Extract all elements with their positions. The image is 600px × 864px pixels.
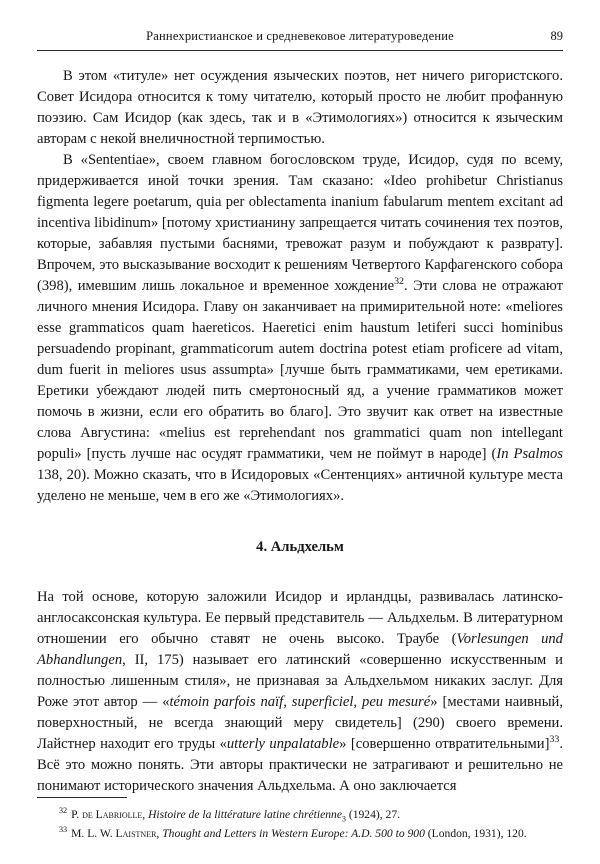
footnote-marker: 32 — [59, 806, 68, 816]
footnote-marker: 33 — [59, 824, 68, 834]
paragraph: В этом «титуле» нет осуждения языческих поэтов, нет ничего ригористского. Совет Исидора относится к тому читателю, который просто не любит профанную поэзию. Сам Исидор (как здесь, так и в «Этимологиях») относится к языческим авторам с некой внеличностной терпимостью. — [37, 68, 563, 147]
page-number: 89 — [550, 29, 563, 43]
paragraph: На той основе, которую заложили Исидор и ирландцы, развивалась латинско-англосаксонская культура. Ее первый представитель — Альдхельм. В литературном отношении его обычно ставят не очень высоко. Траубе (Vorlesungen und Abhandlungen, II, 175) называет его латинский «совершенно искусственным и полностью лишенным стиля», не признавая за Альдхельмом никаких заслуг. Для Роже этот автор — «témoin parfois naïf, superficiel, peu mesuré» [местами наивный, поверхностный, не всегда знающий меру свидетель] (290) своего времени. Лайстнер находит его труды «utterly unpalatable» [совершенно отвратительными]$^{33}$. Всё это можно понять. Эти авторы практически не затрагивают и решительно не понимают исторического значения Альдхельма. А оно заключается — [37, 589, 563, 794]
running-title: Раннехристианское и средневековое литературоведение — [146, 29, 454, 43]
section-heading: 4. Альдхельм — [256, 539, 344, 555]
footnote-text: M. L. W. Laistner, Thought and Letters in Western Europe: A.D. 500 to 900 (London, 1931), 120. — [71, 826, 527, 840]
page-body — [37, 54, 563, 797]
running-head — [37, 28, 563, 54]
footnote — [37, 826, 563, 842]
paragraph: В «Sententiae», своем главном богословском труде, Исидор, судя по всему, придерживается иной точки зрения. Там сказано: «Ideo prohibetur Christianus figmenta legere poetarum, quia per oblectamenta inanium fabularum mentem excitant ad incentiva libidinum» [потому христианину запрещается читать сочинения тех поэтов, которые, забавляя пустыми баснями, тревожат разум и побуждают к разврату]. Впрочем, это высказывание восходит к решениям Четвертого Карфагенского собора (398), имевшим лишь локальное и временное хождение$^{32}$. Эти слова не отражают личного мнения Исидора. Главу он заканчивает на примирительной ноте: «meliores esse grammaticos quam haereticos. Haeretici enim haustum letiferi succi hominibus persuadendo propinant, grammaticorum autem doctrina potest etiam proficere ad vitam, dum fuerit in meliores usus assumpta» [лучше быть грамматиками, чем еретиками. Еретики убеждают людей пить смертоносный яд, а учение грамматиков может помочь в жизни, если его обратить во благо]. Это звучит как ответ на известные слова Августина: «melius est reprehendant nos grammatici quam non intellegant populi» [пусть лучше нас осудят грамматики, чем не поймут в народе] (In Psalmos 138, 20). Можно сказать, что в Исидоровых «Сентенциях» античной культуре места уделено не меньше, чем в его же «Этимологиях». — [37, 152, 563, 504]
footnote-rule — [37, 797, 127, 798]
footnote-text: P. de Labriolle, Histoire de la littérature latine chrétienne$_3$ (1924), 27. — [71, 808, 401, 824]
footnote-block — [37, 797, 563, 844]
footnote — [37, 807, 563, 823]
